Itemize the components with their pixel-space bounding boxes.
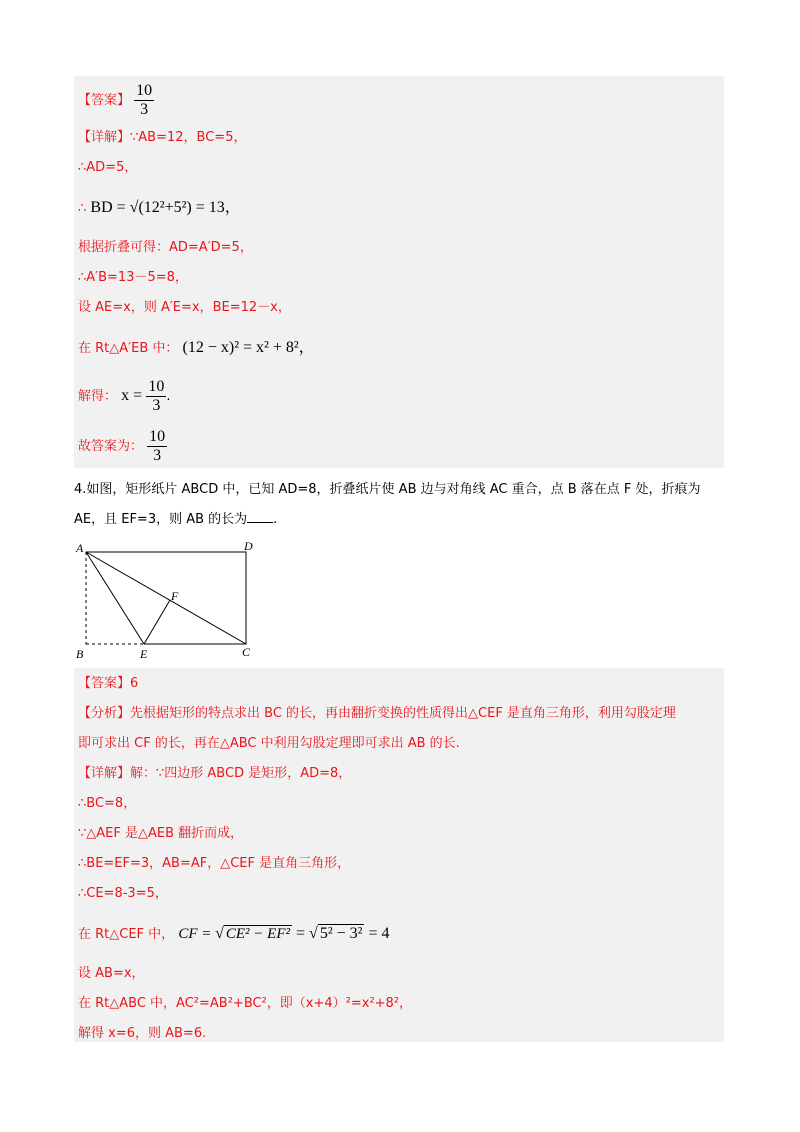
label-E: E <box>140 647 148 661</box>
prev-detail-line4: 根据折叠可得：AD=A′D=5， <box>78 240 253 255</box>
solution-line1: ∴BC=8， <box>78 796 137 811</box>
solution-line5: 在 Rt△CEF 中， CF = √ CE² − EF² = √ 5² − 3² = 4 <box>78 925 390 942</box>
answer-blank <box>247 510 273 523</box>
solution-analysis-line2: 即可求出 CF 的长，再在△ABC 中利用勾股定理即可求出 AB 的长. <box>78 736 460 751</box>
solution-detail-line: 【详解】解：∵四边形 ABCD 是矩形，AD=8， <box>78 766 352 781</box>
prev-detail-line9: 故答案为： $\frac{10}{3}$ <box>78 428 166 464</box>
solution-line3: ∴BE=EF=3，AB=AF，△CEF 是直角三角形， <box>78 856 351 871</box>
question-text-line2: AE，且 EF=3，则 AB 的长为 . <box>74 512 278 527</box>
geometry-figure <box>72 538 272 666</box>
rectangle-diagram <box>72 538 272 662</box>
prev-detail-line2: ∴AD=5， <box>78 160 138 175</box>
prev-line9-fraction: $\frac{10}{3}$ <box>149 428 166 464</box>
prev-detail-line6: 设 AE=x，则 A′E=x，BE=12－x， <box>78 300 291 315</box>
solution-line7: 在 Rt△ABC 中，AC²=AB²+BC²，即（x+4）²=x²+8²， <box>78 996 413 1011</box>
diagonal-AC <box>86 552 246 644</box>
prev-line8-fraction: $\frac{10}{3}$ <box>148 378 165 414</box>
prev-detail-line8: 解得： x = $\frac{10}{3}$ . <box>78 378 171 414</box>
solution-line8: 解得 x=6，则 AB=6. <box>78 1026 207 1041</box>
solution-line4: ∴CE=8-3=5， <box>78 886 168 901</box>
prev-detail-line5: ∴A′B=13－5=8， <box>78 270 188 285</box>
prev-detail-line1: 【详解】∵AB=12，BC=5， <box>78 130 247 145</box>
prev-detail-line3: ∴ BD = √(12²+5²) = 13， <box>78 199 241 216</box>
solution-analysis-line1: 【分析】先根据矩形的特点求出 BC 的长，再由翻折变换的性质得出△CEF 是直角三角形，利用勾股定理 <box>78 706 676 721</box>
prev-answer-line <box>78 82 154 119</box>
label-A: A <box>76 541 84 555</box>
prev-detail-line7: 在 Rt△A′EB 中： (12 − x)² = x² + 8²， <box>78 339 315 356</box>
question-text-line1: 4.如图，矩形纸片 ABCD 中，已知 AD=8，折叠纸片使 AB 边与对角线 AC 重合，点 B 落在点 F 处，折痕为 <box>74 482 701 497</box>
pythagorean-formula: CF = √ CE² − EF² = √ 5² − 3² = 4 <box>178 925 390 942</box>
label-B: B <box>76 647 84 661</box>
label-C: C <box>242 645 251 659</box>
label-F: F <box>171 589 179 603</box>
solution-line2: ∵△AEF 是△AEB 翻折而成， <box>78 826 244 841</box>
crease-AE <box>86 552 144 644</box>
prev-answer-label: 【答案】 <box>78 93 131 108</box>
solution-answer: 【答案】6 <box>78 676 139 691</box>
label-D: D <box>244 539 253 553</box>
segment-EF <box>144 600 170 644</box>
solution-line6: 设 AB=x， <box>78 966 145 981</box>
prev-answer-fraction: $\frac{10}{3}$ <box>136 82 153 118</box>
